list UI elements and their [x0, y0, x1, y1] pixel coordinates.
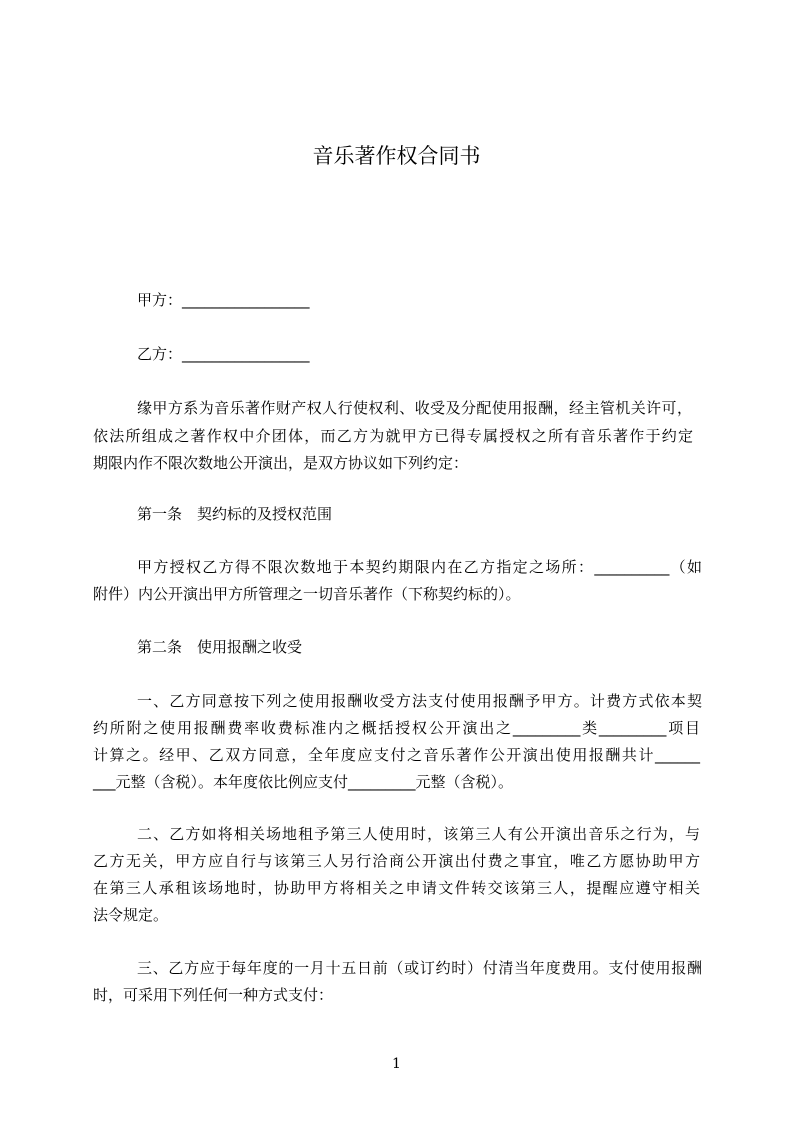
- preamble-line: 依法所组成之著作权中介团体，而乙方为就甲方已得专属授权之所有音乐著作于约定: [93, 427, 693, 445]
- clause-1-line: 一、乙方同意按下列之使用报酬收受方法支付使用报酬予甲方。计费方式依本契: [137, 692, 702, 710]
- clause-1-line: 计算之。经甲、乙双方同意，全年度应支付之音乐著作公开演出使用报酬共计______: [93, 746, 700, 764]
- article-2-heading: 第二条 使用报酬之收受: [137, 638, 303, 656]
- clause-3-line: 时，可采用下列任何一种方式支付：: [93, 986, 334, 1004]
- preamble-line: 期限内作不限次数地公开演出，是双方协议如下列约定：: [93, 454, 469, 472]
- party-a-field: 甲方：_________________: [137, 291, 310, 309]
- clause-2-line: 在第三人承租该场地时，协助甲方将相关之申请文件转交该第三人，提醒应遵守相关: [93, 879, 700, 897]
- document-title: 音乐著作权合同书: [312, 144, 481, 168]
- clause-2-line: 法令规定。: [93, 906, 169, 924]
- clause-1-line: 约所附之使用报酬费率收费标准内之概括授权公开演出之_________类_________项目: [93, 719, 700, 737]
- article-1-heading: 第一条 契约标的及授权范围: [137, 505, 333, 523]
- clause-3-line: 三、乙方应于每年度的一月十五日前（或订约时）付清当年度费用。支付使用报酬: [137, 959, 702, 977]
- clause-1-line: ___元整（含税）。本年度依比例应支付_________元整（含税）。: [93, 773, 514, 791]
- party-b-field: 乙方：_________________: [137, 345, 310, 363]
- clause-2-line: 二、乙方如将相关场地租予第三人使用时，该第三人有公开演出音乐之行为，与: [137, 825, 700, 843]
- page-number: 1: [392, 1056, 401, 1072]
- article-1-line: 附件）内公开演出甲方所管理之一切音乐著作（下称契约标的）。: [93, 585, 521, 603]
- preamble-line: 缘甲方系为音乐著作财产权人行使权利、收受及分配使用报酬，经主管机关许可，: [137, 399, 692, 417]
- clause-2-line: 乙方无关，甲方应自行与该第三人另行洽商公开演出付费之事宜，唯乙方愿协助甲方: [93, 852, 700, 870]
- article-1-line: 甲方授权乙方得不限次数地于本契约期限内在乙方指定之场所：__________（如: [137, 558, 702, 576]
